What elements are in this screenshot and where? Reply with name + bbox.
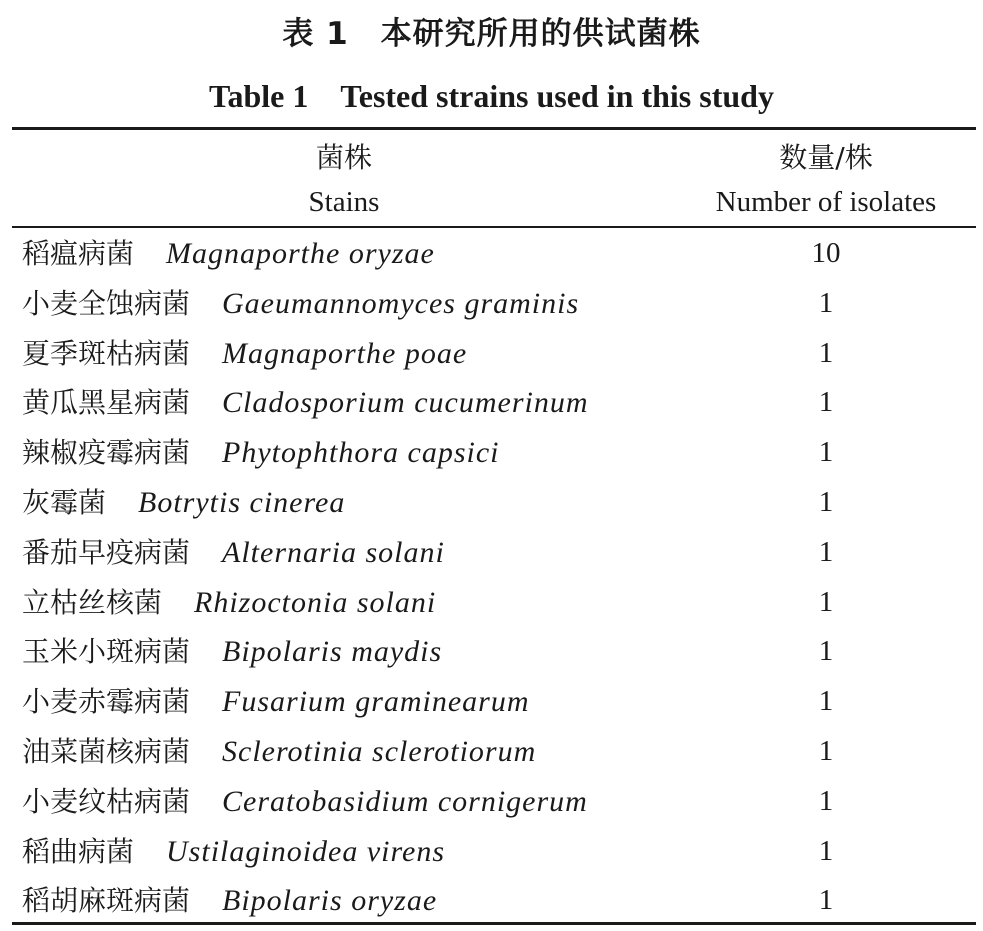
strain-name — [22, 777, 588, 827]
strain-chinese-name: 小麦纹枯病菌 — [22, 784, 191, 818]
table-row — [12, 279, 976, 329]
isolate-count: 1 — [818, 336, 834, 369]
strain-name — [22, 528, 445, 578]
table-row — [12, 727, 976, 777]
strain-latin-name: Ustilaginoidea virens — [166, 834, 446, 868]
strain-latin-name: Ceratobasidium cornigerum — [222, 784, 588, 818]
table-caption-chinese: 表 1 本研究所用的供试菌株 — [282, 16, 701, 52]
strain-name — [22, 478, 345, 528]
table-body — [12, 229, 976, 926]
strain-name — [22, 677, 530, 727]
strain-latin-name: Alternaria solani — [222, 535, 445, 569]
header-isolates-zh: 数量/株 — [779, 141, 873, 174]
table-row — [12, 528, 976, 578]
isolate-count: 1 — [818, 436, 834, 469]
strain-chinese-name: 灰霉菌 — [22, 485, 107, 519]
table-row — [12, 876, 976, 926]
isolate-count: 1 — [818, 884, 834, 917]
table-row — [12, 627, 976, 677]
table-caption-english: Table 1 Tested strains used in this study — [209, 78, 774, 114]
table-top-rule — [12, 127, 976, 130]
strain-chinese-name: 玉米小斑病菌 — [22, 635, 191, 669]
strain-name — [22, 378, 589, 428]
strain-chinese-name: 小麦赤霉病菌 — [22, 685, 191, 719]
table-row — [12, 578, 976, 628]
strain-chinese-name: 夏季斑枯病菌 — [22, 336, 191, 370]
isolate-count: 1 — [818, 784, 834, 817]
isolate-count: 1 — [818, 635, 834, 668]
isolate-count: 1 — [818, 485, 834, 518]
isolate-count: 10 — [811, 237, 841, 269]
table-row — [12, 827, 976, 877]
strain-chinese-name: 稻曲病菌 — [22, 834, 135, 868]
strain-chinese-name: 油菜菌核病菌 — [22, 734, 191, 768]
strain-latin-name: Botrytis cinerea — [138, 485, 346, 519]
strain-latin-name: Rhizoctonia solani — [194, 585, 437, 619]
strain-latin-name: Cladosporium cucumerinum — [222, 386, 589, 420]
header-isolates-en: Number of isolates — [715, 186, 937, 218]
table-row — [12, 478, 976, 528]
header-strains-zh: 菌株 — [315, 141, 372, 174]
strain-latin-name: Gaeumannomyces graminis — [222, 286, 580, 320]
strain-latin-name: Phytophthora capsici — [222, 436, 500, 470]
strain-latin-name: Sclerotinia sclerotiorum — [222, 734, 537, 768]
strain-chinese-name: 辣椒疫霉病菌 — [22, 436, 191, 470]
strain-chinese-name: 稻瘟病菌 — [22, 237, 135, 270]
table-header — [12, 136, 976, 222]
table-row — [12, 329, 976, 379]
strain-chinese-name: 稻胡麻斑病菌 — [22, 884, 191, 918]
strain-chinese-name: 小麦全蚀病菌 — [22, 286, 191, 320]
table-row — [12, 428, 976, 478]
isolate-count: 1 — [818, 685, 834, 718]
strain-chinese-name: 番茄早疫病菌 — [22, 535, 191, 569]
header-strains-en: Stains — [308, 186, 380, 218]
table-row — [12, 378, 976, 428]
strain-chinese-name: 立枯丝核菌 — [22, 585, 163, 619]
strain-name — [22, 329, 467, 379]
strain-latin-name: Magnaporthe oryzae — [166, 237, 435, 270]
strain-latin-name: Magnaporthe poae — [222, 336, 468, 370]
strain-name — [22, 428, 499, 478]
isolate-count: 1 — [818, 585, 834, 618]
strain-name — [22, 279, 579, 329]
strain-name — [22, 229, 435, 279]
strain-name — [22, 727, 536, 777]
isolate-count: 1 — [818, 535, 834, 568]
table-header-rule — [12, 226, 976, 228]
isolate-count: 1 — [818, 834, 834, 867]
header-isolates — [676, 136, 976, 224]
isolate-count: 1 — [818, 734, 834, 767]
strain-latin-name: Bipolaris maydis — [222, 635, 443, 669]
strain-name — [22, 578, 436, 628]
strain-chinese-name: 黄瓜黑星病菌 — [22, 386, 191, 420]
strain-latin-name: Bipolaris oryzae — [222, 884, 438, 918]
table-row — [12, 229, 976, 279]
table-row — [12, 677, 976, 727]
strain-name — [22, 876, 437, 926]
header-strains — [12, 136, 676, 224]
strain-name — [22, 627, 442, 677]
strain-name — [22, 827, 445, 877]
table-row — [12, 777, 976, 827]
isolate-count: 1 — [818, 286, 834, 319]
table-bottom-rule — [12, 922, 976, 925]
isolate-count: 1 — [818, 386, 834, 419]
strain-latin-name: Fusarium graminearum — [222, 685, 530, 719]
